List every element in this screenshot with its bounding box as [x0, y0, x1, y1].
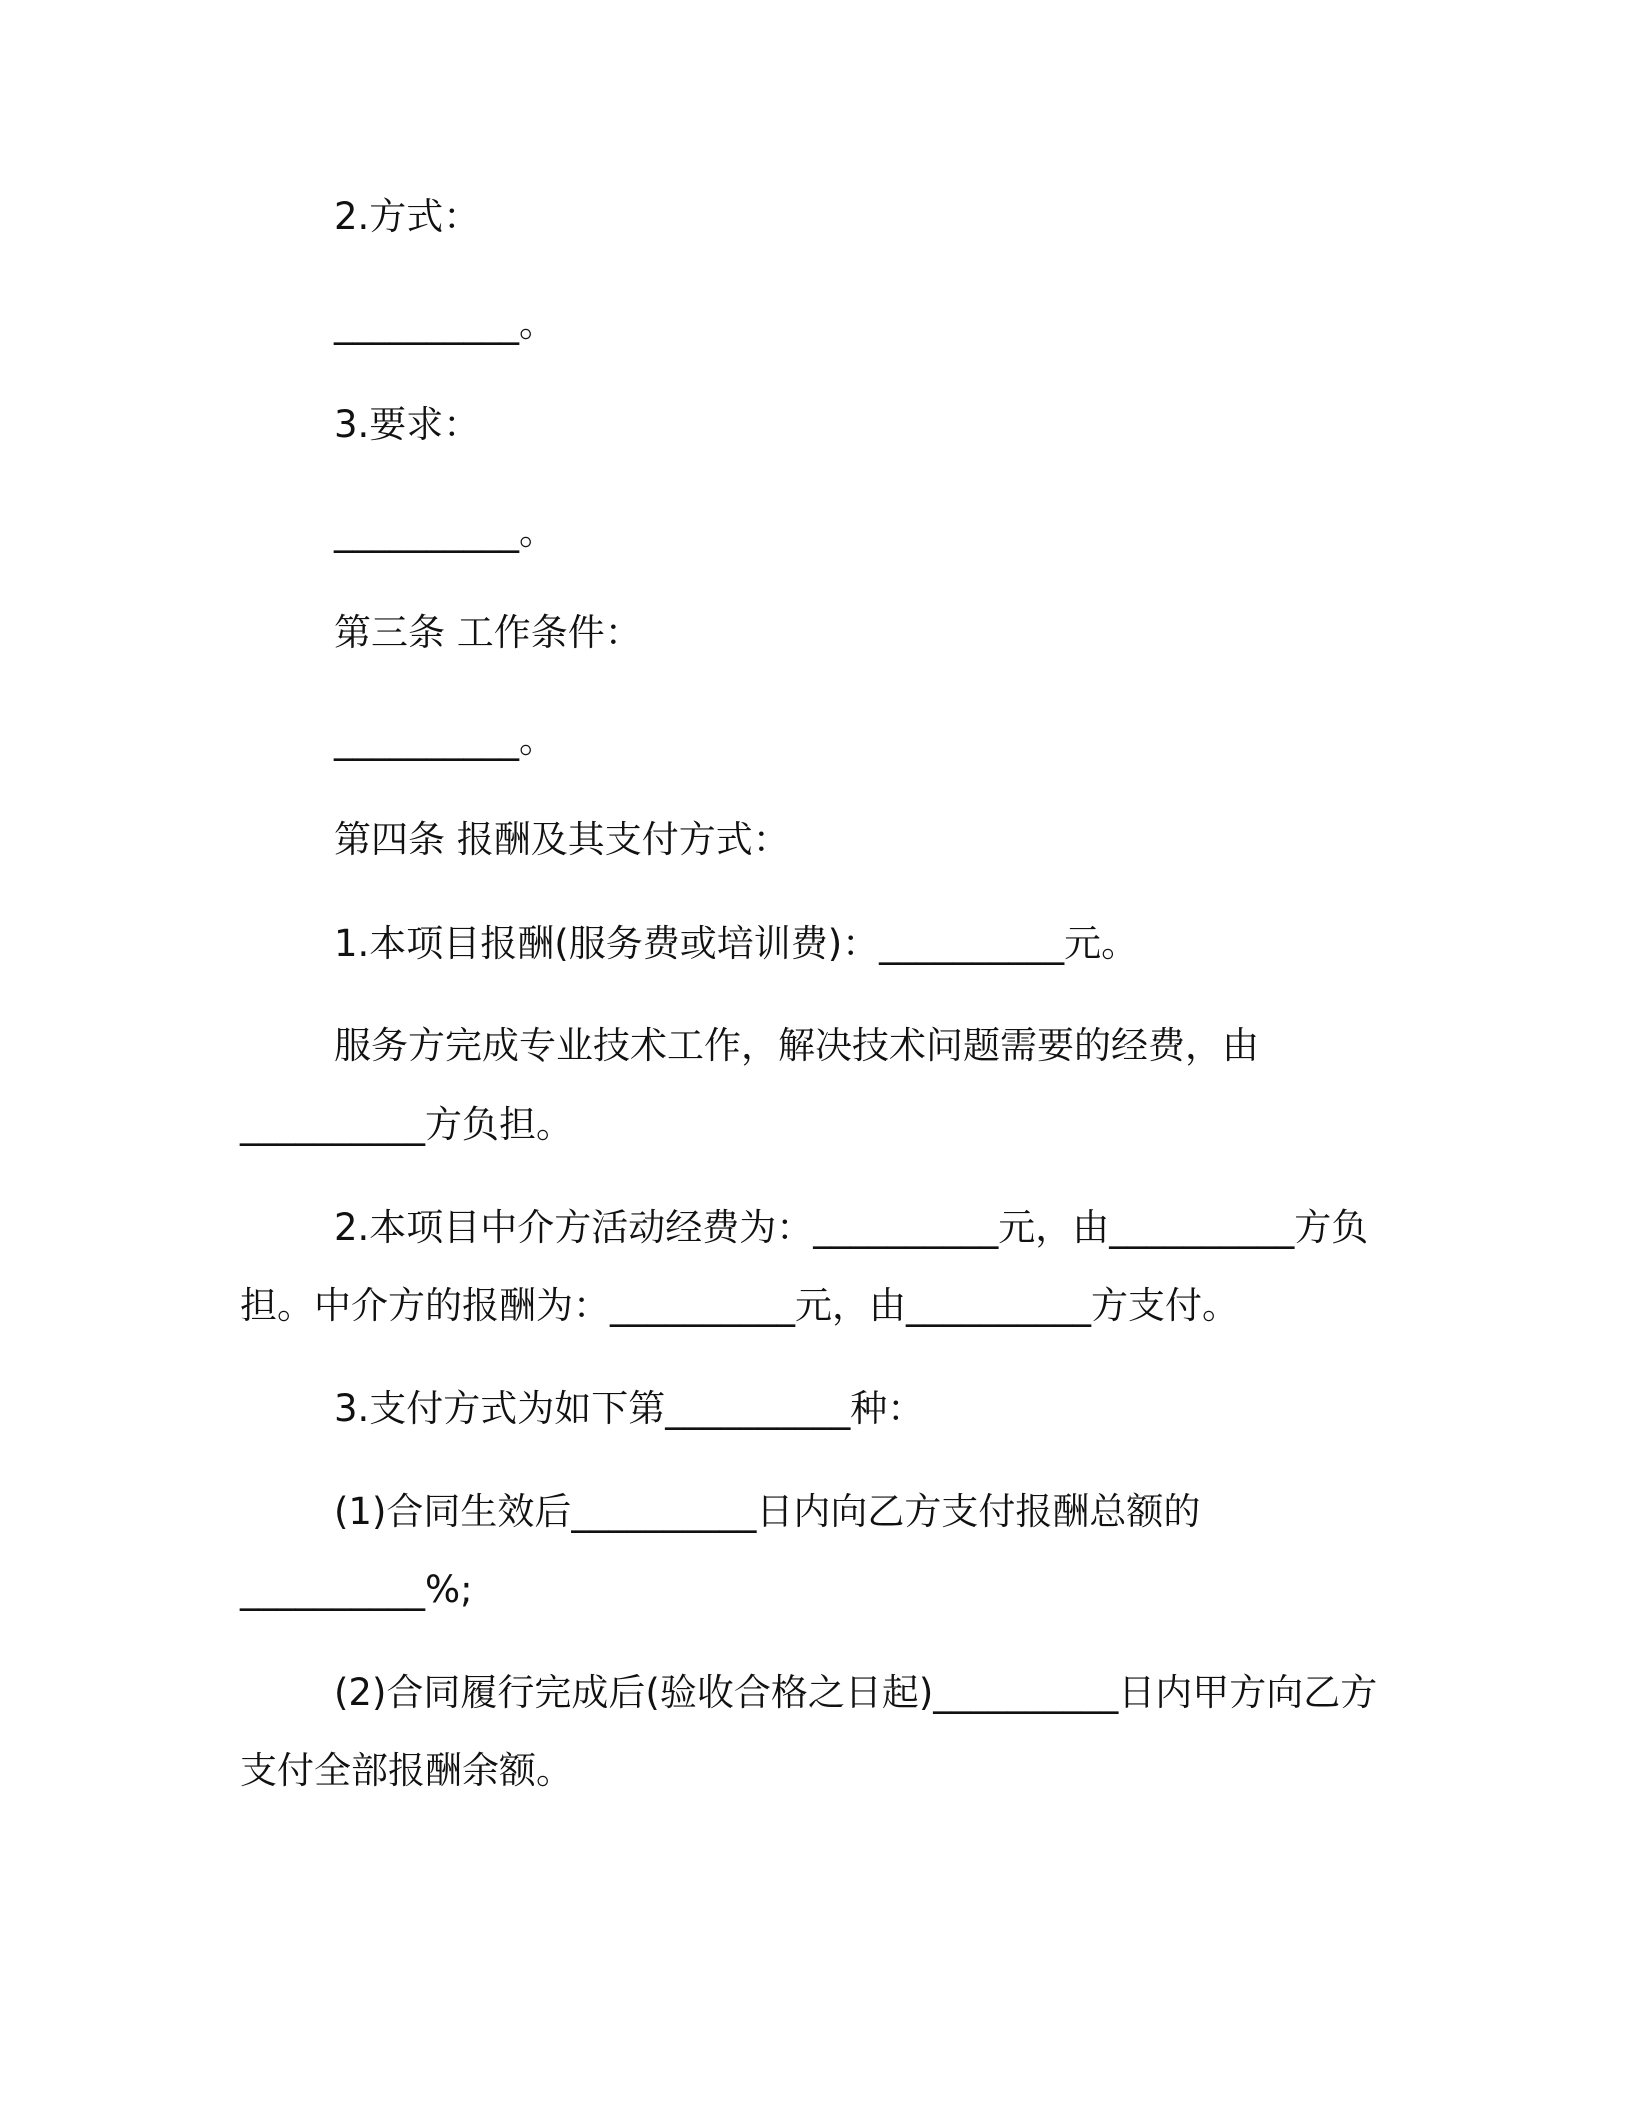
clause-2-method-blank: __________。	[334, 302, 556, 345]
article-3-heading: 第三条 工作条件：	[334, 611, 642, 654]
article-4-heading: 第四条 报酬及其支付方式：	[334, 818, 790, 861]
payment-option-1-line-2: __________%;	[240, 1568, 473, 1611]
intermediary-fee-line-2: 担。中介方的报酬为：__________元，由__________方支付。	[240, 1284, 1239, 1327]
intermediary-fee-line-1: 2.本项目中介方活动经费为：__________元，由__________方负	[334, 1206, 1369, 1249]
expense-line-2: __________方负担。	[240, 1103, 573, 1146]
clause-2-method-label: 2.方式：	[334, 195, 481, 238]
payment-option-1-line-1: (1)合同生效后__________日内向乙方支付报酬总额的	[334, 1490, 1201, 1533]
clause-3-requirement-blank: __________。	[334, 510, 556, 553]
clause-3-requirement-label: 3.要求：	[334, 403, 481, 446]
payment-method-line: 3.支付方式为如下第__________种：	[334, 1387, 925, 1430]
expense-line-1: 服务方完成专业技术工作，解决技术问题需要的经费，由	[334, 1024, 1259, 1067]
payment-option-2-line-2: 支付全部报酬余额。	[240, 1749, 573, 1792]
payment-option-2-line-1: (2)合同履行完成后(验收合格之日起)__________日内甲方向乙方	[334, 1671, 1378, 1714]
article-3-blank: __________。	[334, 718, 556, 761]
remuneration-amount-line: 1.本项目报酬(服务费或培训费)：__________元。	[334, 922, 1139, 965]
